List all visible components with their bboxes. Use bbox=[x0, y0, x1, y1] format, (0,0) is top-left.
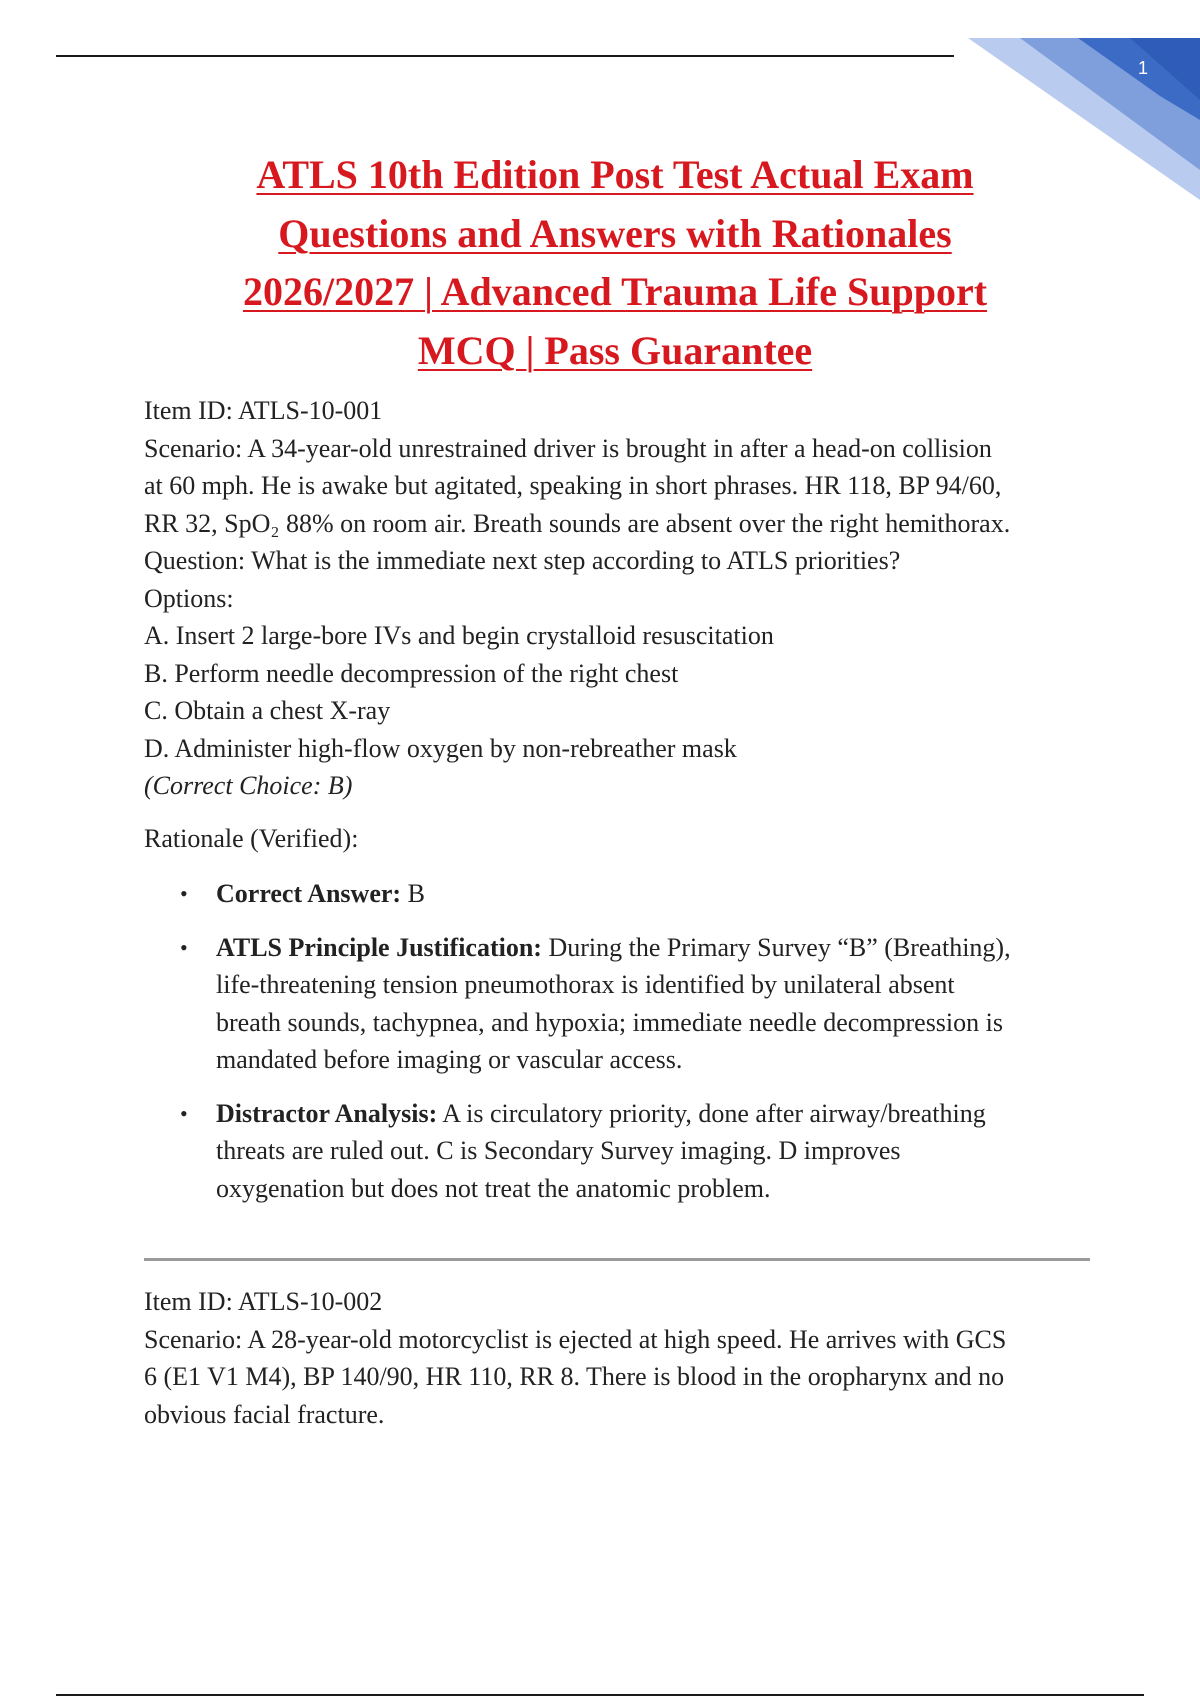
scenario-line: RR 32, SpO₂ 88% on room air. Breath sounds are absent over the right hemithorax. bbox=[144, 508, 1011, 538]
rationale-text: B bbox=[401, 879, 425, 908]
bullet-dot: • bbox=[180, 1100, 188, 1126]
question-item-2 bbox=[144, 1283, 1084, 1433]
rationale-text: mandated before imaging or vascular access. bbox=[216, 1045, 683, 1074]
bullet-dot: • bbox=[180, 881, 188, 906]
rationale-text: oxygenation but does not treat the anatomic problem. bbox=[216, 1173, 771, 1203]
section-divider bbox=[144, 1258, 1090, 1261]
rationale-bold: Correct Answer: bbox=[216, 879, 402, 908]
rationale-bold: Distractor Analysis: bbox=[216, 1098, 438, 1128]
page-number: 1 bbox=[1137, 58, 1148, 78]
option-c: C. Obtain a chest X-ray bbox=[144, 696, 391, 725]
header-rule bbox=[56, 55, 954, 57]
scenario-line: 6 (E1 V1 M4), BP 140/90, HR 110, RR 8. There is blood in the oropharynx and no bbox=[144, 1362, 1005, 1391]
rationale-list bbox=[144, 875, 1104, 1223]
scenario-line: Scenario: A 34-year-old unrestrained driver is brought in after a head-on collision bbox=[144, 433, 992, 463]
rationale-bullet bbox=[144, 1095, 1104, 1208]
rationale-heading: Rationale (Verified): bbox=[144, 824, 359, 853]
options-label: Options: bbox=[144, 583, 234, 613]
document-title bbox=[130, 146, 1100, 380]
footer-rule bbox=[56, 1694, 1144, 1696]
bullet-dot: • bbox=[180, 934, 188, 960]
rationale-text: A is circulatory priority, done after airway/breathing bbox=[437, 1098, 986, 1128]
scenario-line: Scenario: A 28-year-old motorcyclist is ejected at high speed. He arrives with GCS bbox=[144, 1324, 1007, 1354]
scenario-line: obvious facial fracture. bbox=[144, 1399, 385, 1429]
question-text: Question: What is the immediate next step according to ATLS priorities? bbox=[144, 546, 901, 575]
rationale-bullet bbox=[144, 929, 1104, 1079]
question-item-1 bbox=[144, 392, 1084, 805]
option-d: D. Administer high-flow oxygen by non-rebreather mask bbox=[144, 733, 737, 763]
title-line: MCQ | Pass Guarantee bbox=[417, 327, 813, 373]
scenario-line: at 60 mph. He is awake but agitated, speaking in short phrases. HR 118, BP 94/60, bbox=[144, 471, 1002, 500]
rationale-bullet bbox=[144, 875, 1104, 913]
rationale-text: During the Primary Survey “B” (Breathing), bbox=[541, 932, 1011, 962]
item-id: Item ID: ATLS-10-002 bbox=[144, 1287, 383, 1316]
correct-choice: (Correct Choice: B) bbox=[144, 771, 353, 800]
title-line: Questions and Answers with Rationales bbox=[278, 210, 952, 256]
option-b: B. Perform needle decompression of the right chest bbox=[144, 658, 679, 688]
item-id: Item ID: ATLS-10-001 bbox=[144, 396, 383, 425]
title-line: 2026/2027 | Advanced Trauma Life Support bbox=[242, 269, 988, 314]
rationale-text: breath sounds, tachypnea, and hypoxia; immediate needle decompression is bbox=[216, 1007, 1003, 1037]
rationale-text: threats are ruled out. C is Secondary Survey imaging. D improves bbox=[216, 1136, 901, 1165]
rationale-bold: ATLS Principle Justification: bbox=[216, 932, 542, 962]
title-line: ATLS 10th Edition Post Test Actual Exam bbox=[256, 152, 974, 197]
option-a: A. Insert 2 large-bore IVs and begin crystalloid resuscitation bbox=[144, 621, 774, 650]
rationale-text: life-threatening tension pneumothorax is identified by unilateral absent bbox=[216, 970, 955, 999]
